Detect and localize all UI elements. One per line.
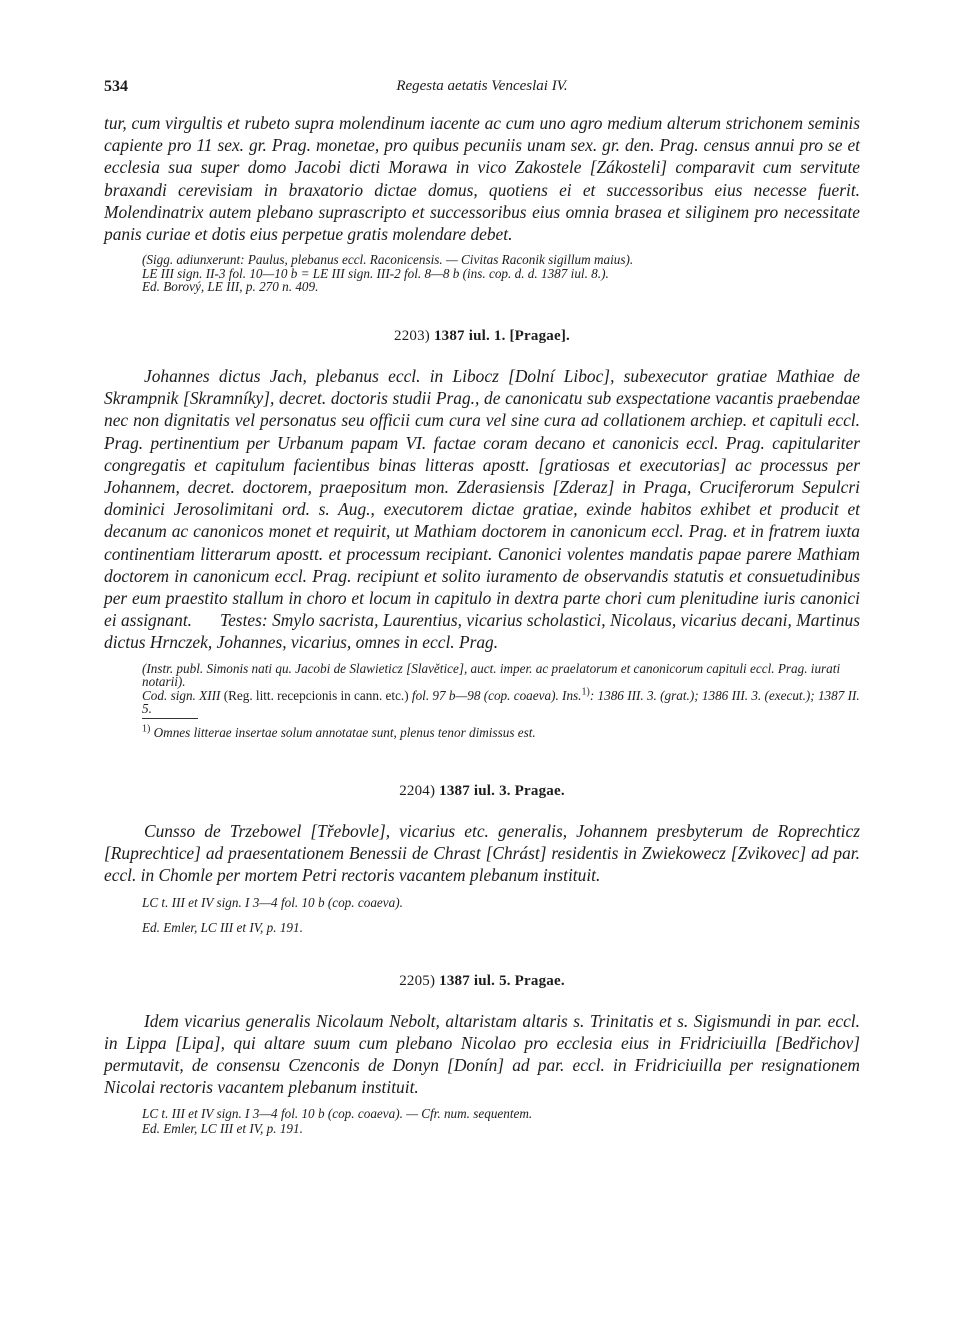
footnote-mark: 1) (142, 723, 151, 735)
page (104, 78, 860, 1136)
entry-2203-testes: Testes: Smylo sacrista, Laurentius, vicarius scholastici, Nicolaus, vicarius decani, Martinus dictus Hrnczek, Johannes, vicarius, omnes in eccl. Prag. (104, 610, 861, 653)
entry-2204-source: LC t. III et IV sign. I 3—4 fol. 10 b (cop. coaeva). (142, 894, 403, 910)
codex-dates: : 1386 III. 3. (grat.); 1386 III. 3. (execut.); 1387 II. 5. (142, 687, 860, 717)
entry-2204-edition: Ed. Emler, LC III et IV, p. 191. (142, 919, 303, 935)
running-head-title: Regesta aetatis Venceslai IV. (396, 78, 568, 94)
entry-number: 2205) (399, 972, 436, 989)
entry-heading-2204 (104, 783, 860, 800)
entry-2203-notes (104, 662, 860, 716)
codex-note (142, 686, 860, 717)
entry-number: 2204) (399, 783, 436, 800)
footnote (142, 725, 860, 741)
entry-2205-text: Idem vicarius generalis Nicolaum Nebolt, altaristam altaris s. Trinitatis et s. Sigismundi in par. eccl. in Lippa [Lipa], qui altare suum cum plebano Nicolao pro ecclesia eius in Fridriciuilla [Bedřichov] permutavit, de consensu Czenconis de Donyn [Donín] ad par. eccl. in Fridriciuilla per resignationem Nicolai rectoris vacantem plebanum instituit. (104, 1010, 860, 1098)
entry-heading-2205 (104, 973, 860, 990)
entry-2204-text: Cunsso de Trzebowel [Třebovle], vicarius etc. generalis, Johannem presbyterum de Roprechticz [Ruprechtice] ad praesentationem Benessii de Chrast [Chrást] residentis in Zwiekowecz [Zvikovec] ad par. eccl. in Chomle per mortem Petri rectoris vacantem plebanum instituit. (104, 821, 860, 886)
codex-register: (Reg. litt. recepcionis in cann. etc.) (223, 687, 409, 703)
running-head (104, 78, 860, 102)
entry-date: 1387 iul. 3. Pragae. (439, 783, 565, 800)
codex-footnote-ref: 1) (581, 686, 590, 698)
codex-sign: Cod. sign. XIII (142, 687, 221, 703)
entry-number: 2203) (394, 328, 430, 344)
instrument-note: (Instr. publ. Simonis nati qu. Jacobi de Slawieticz [Slavětice], auct. imper. ac praelatorum et canonicorum capituli eccl. Prag. iurati notarii). (142, 660, 841, 690)
footnote-rule (142, 718, 198, 719)
entry-date: 1387 iul. 5. Pragae. (439, 972, 565, 989)
entry-2203-main: Johannes dictus Jach, plebanus eccl. in Libocz [Dolní Liboc], subexecutor gratiae Mathiae de Skrampnik [Skramníky], decret. doctoris studii Prag., de canonicatu sub exspectatione vacantis praebendae nec non dignitatis vel personatus seu officii cum cura vel sine cura ad collationem archiep. et capituli eccl. Prag. pertinentium per Urbanum papam VI. factae coram decano et canonicis eccl. Prag. capitulariter congregatis et capitulum facientibus binas litteras apostt. [gratiosas et executorias] ac processus per Johannem, decret. doctorem, praepositum mon. Zderasiensis [Zderaz] in Praga, Cruciferorum Sepulcri dominici Jerosolimitani ord. s. Aug., executorem dictae gratiae, exinde habitos exhibet et producit et decanum ac canonicos monet et requirit, ut Mathiam doctorem in canonicum eccl. Prag. et in fratrem iuxta continentiam litterarum apostt. et processum recipiant. Canonici volentes mandatis papae parere Mathiam doctorem in canonicum eccl. Prag. recipiunt et solito iuramento de observandis statutis et consuetudinibus per eum praestito stallum in choro et locum in capitulo in dextra parte chori cum plenitudine iuris canonici ei assignant. (104, 366, 860, 631)
seal-note: (Sigg. adiunxerunt: Paulus, plebanus eccl. Raconicensis. — Civitas Raconik sigillum maius). (142, 252, 634, 268)
entry-heading-2203 (104, 328, 860, 345)
entry-2205-source: LC t. III et IV sign. I 3—4 fol. 10 b (cop. coaeva). — Cfr. num. sequentem. (142, 1106, 533, 1122)
source-note: LE III sign. II-3 fol. 10—10 b = LE III sign. III-2 fol. 8—8 b (ins. cop. d. d. 1387 iul. 8.). (142, 265, 609, 281)
edition-note: Ed. Borový, LE III, p. 270 n. 409. (142, 279, 319, 295)
codex-folio: fol. 97 b—98 (cop. coaeva). Ins. (411, 687, 582, 703)
continuation-notes (104, 253, 860, 294)
continuation-paragraph: tur, cum virgultis et rubeto supra molendinum iacente ac cum uno agro medium alterum strichonem seminis capiente pro 11 sex. gr. Prag. monetae, pro quibus pecuniis unam sex. gr. den. Prag. census annui pro se et ecclesia sua super domo Jacobi dicti Morawa in vico Zakostele [Zákosteli] comparavit cum servitute braxandi cerevisiam in braxatorio dictae domus, quotiens ei et successoribus eius necesse fuerit. Molendinatrix autem plebano suprascripto et successoribus eius omnia brasea et siliginem pro necessitate panis curiae et dotis eius perpetue gratis molendare debet. (104, 113, 860, 245)
footnote-text: Omnes litterae insertae solum annotatae sunt, plenus tenor dimissus est. (153, 725, 536, 741)
entry-date: 1387 iul. 1. [Pragae]. (433, 328, 570, 344)
page-number: 534 (104, 78, 128, 95)
entry-2203-text (104, 365, 860, 654)
entry-2205-edition: Ed. Emler, LC III et IV, p. 191. (142, 1121, 303, 1137)
